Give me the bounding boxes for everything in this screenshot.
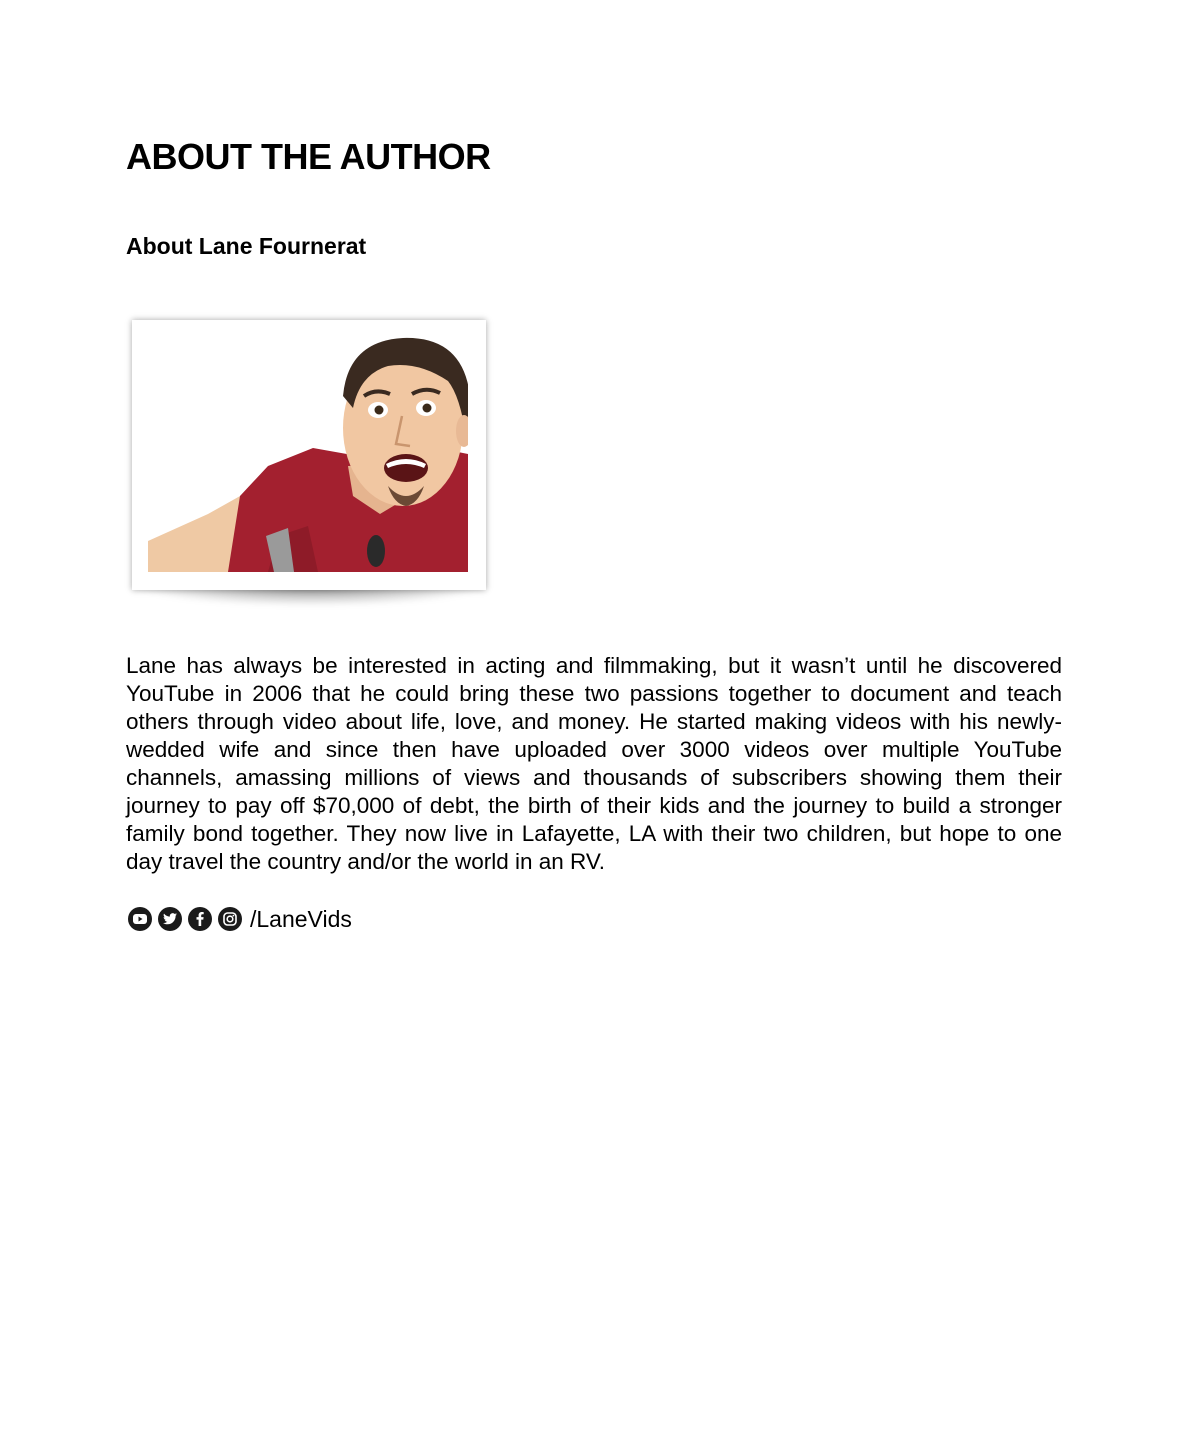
author-subheading: About Lane Fournerat [126, 233, 367, 259]
social-handle[interactable]: /LaneVids [250, 906, 352, 932]
facebook-icon[interactable] [188, 907, 212, 931]
author-photo-card [126, 312, 498, 624]
author-photo-illustration [148, 336, 468, 572]
page-title: ABOUT THE AUTHOR [126, 136, 491, 177]
instagram-icon[interactable] [218, 907, 242, 931]
social-links [128, 904, 352, 934]
author-photo [148, 336, 468, 572]
photo-frame [132, 320, 486, 590]
youtube-icon[interactable] [128, 907, 152, 931]
twitter-icon[interactable] [158, 907, 182, 931]
author-bio: Lane has always be interested in acting and filmmaking, but it wasn’t until he discovered YouTube in 2006 that he could bring these two passions together to document and teach others through video about life, love, and money. He started making videos with his newly-wedded wife and since then have uploaded over 3000 videos over multiple YouTube channels, amassing millions of views and thousands of subscribers showing them their journey to pay off $70,000 of debt, the birth of their kids and the journey to build a stronger family bond together. They now live in Lafayette, LA with their two children, but hope to one day travel the country and/or the world in an RV. [126, 653, 1062, 874]
